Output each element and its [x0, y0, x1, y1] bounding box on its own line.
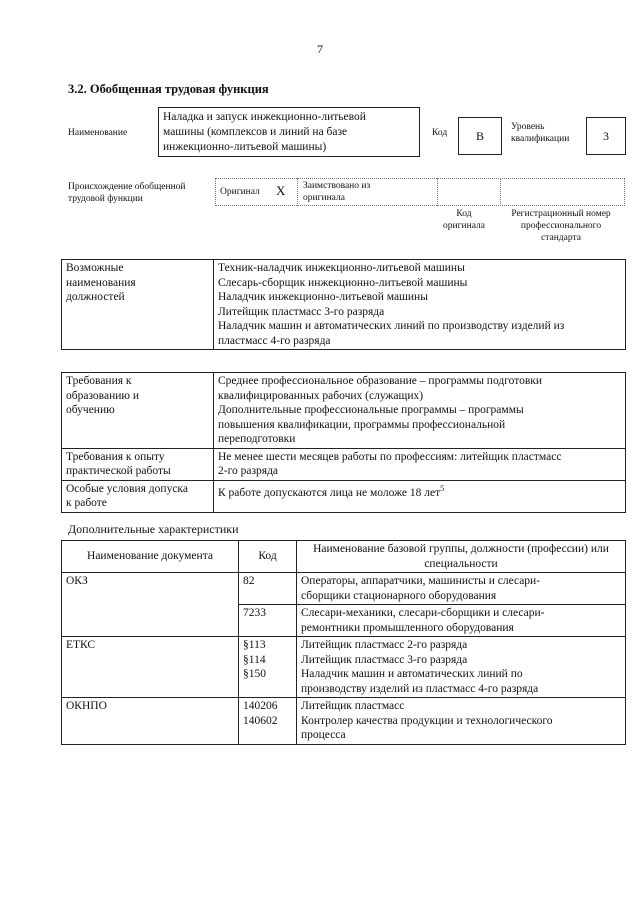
borrowed-label: [303, 180, 370, 204]
position-item: Техник-наладчик инжекционно-литьевой машины: [218, 262, 465, 274]
name-item: Операторы, аппаратчики, машинисты и слесари-: [301, 575, 541, 587]
positions-label-line: наименования: [66, 276, 136, 289]
header-code: Код: [239, 541, 297, 573]
code-cell: [239, 573, 297, 605]
origin-label: [68, 181, 186, 205]
section-title: 3.2. Обобщенная трудовая функция: [68, 82, 269, 96]
positions-row: [62, 260, 626, 350]
code-item: §114: [243, 653, 266, 666]
positions-label-line: должностей: [66, 291, 125, 303]
code-value: B: [458, 117, 502, 155]
origin-divider: [500, 178, 501, 206]
original-mark: X: [276, 183, 286, 198]
reg-number-line: стандарта: [541, 233, 581, 243]
code-cell: [239, 698, 297, 745]
requirement-label-line: к работе: [66, 497, 107, 509]
reg-number-label: [496, 208, 626, 244]
requirement-line: Дополнительные профессиональные программы – программы: [218, 404, 524, 416]
code-item: 7233: [243, 607, 266, 619]
name-value-line: Наладка и запуск инжекционно-литьевой: [163, 111, 366, 123]
code-original-line: Код: [456, 209, 472, 219]
origin-divider: [437, 178, 438, 206]
requirement-values: [214, 373, 626, 449]
doc-cell: ОКЗ: [62, 573, 239, 637]
position-item: Слесарь-сборщик инжекционно-литьевой машины: [218, 276, 468, 289]
name-item: Слесари-механики, слесари-сборщики и слесари-: [301, 607, 545, 619]
requirements-row: [62, 373, 626, 449]
code-cell: [239, 637, 297, 698]
requirement-label-line: Требования к: [66, 375, 132, 387]
level-label: [511, 121, 569, 145]
requirement-label-line: Требования к опыту: [66, 450, 165, 463]
reg-number-line: Регистрационный номер: [511, 209, 611, 219]
positions-table: [61, 259, 626, 350]
code-original-line: оригинала: [443, 221, 485, 231]
requirement-line: Среднее профессиональное образование – программы подготовки: [218, 375, 543, 387]
requirement-line: 2-го разряда: [218, 465, 279, 477]
name-item: ремонтники промышленного оборудования: [301, 621, 514, 634]
name-item: Наладчик машин и автоматических линий по: [301, 668, 523, 680]
requirement-label-line: Особые условия допуска: [66, 482, 188, 495]
additional-row: [62, 573, 626, 605]
additional-row: [62, 637, 626, 698]
names-cell: [297, 605, 626, 637]
code-item: §113: [243, 639, 266, 651]
positions-values: [214, 260, 626, 350]
requirement-values: [214, 480, 626, 512]
code-original-label: [436, 208, 492, 232]
position-item: Литейщик пластмасс 3-го разряда: [218, 305, 385, 318]
positions-label: [62, 260, 214, 350]
name-item: Литейщик пластмасс 2-го разряда: [301, 639, 468, 651]
requirement-label-line: обучению: [66, 404, 115, 416]
names-cell: [297, 637, 626, 698]
reg-number-line: профессионального: [520, 221, 602, 231]
requirement-line: переподготовки: [218, 433, 296, 445]
level-value: 3: [586, 117, 626, 155]
level-label-line: квалификации: [511, 134, 570, 144]
name-value-line: инжекционно-литьевой машины): [163, 141, 327, 153]
name-item: Литейщик пластмасс: [301, 700, 405, 712]
name-item: Контролер качества продукции и технологического: [301, 714, 553, 727]
borrowed-label-line: Заимствовано из: [303, 181, 371, 191]
names-cell: [297, 573, 626, 605]
requirements-row: [62, 448, 626, 480]
additional-title: Дополнительные характеристики: [68, 522, 239, 536]
doc-cell: ОКНПО: [62, 698, 239, 745]
position-item: Наладчик инжекционно-литьевой машины: [218, 291, 428, 303]
borrowed-label-line: оригинала: [303, 193, 345, 203]
requirement-label: [62, 448, 214, 480]
requirement-line: повышения квалификации, программы профессиональной: [218, 418, 506, 431]
level-label-line: Уровень: [511, 122, 545, 132]
code-item: 140602: [243, 714, 278, 727]
header-doc: Наименование документа: [62, 541, 239, 573]
name-item: процесса: [301, 729, 346, 741]
code-cell: [239, 605, 297, 637]
doc-cell: ЕТКС: [62, 637, 239, 698]
footnote-mark: 5: [440, 483, 445, 493]
origin-label-line: трудовой функции: [68, 194, 143, 204]
requirement-values: [214, 448, 626, 480]
requirements-table: [61, 372, 626, 513]
code-item: §150: [243, 668, 266, 680]
origin-label-line: Происхождение обобщенной: [68, 182, 186, 192]
additional-table: [61, 540, 626, 745]
positions-label-line: Возможные: [66, 262, 124, 274]
code-label: Код: [432, 128, 448, 138]
page-number: 7: [317, 42, 323, 56]
requirements-row: [62, 480, 626, 512]
name-value-line: машины (комплексов и линий на базе: [163, 126, 348, 138]
name-value: [158, 107, 420, 157]
code-item: 82: [243, 575, 255, 587]
requirement-label: [62, 373, 214, 449]
position-item: пластмасс 4-го разряда: [218, 334, 331, 347]
requirement-label-line: образованию и: [66, 389, 139, 402]
position-item: Наладчик машин и автоматических линий по производству изделий из: [218, 320, 565, 332]
additional-header-row: [62, 541, 626, 573]
header-names: Наименование базовой группы, должности (профессии) или специальности: [297, 541, 626, 573]
requirement-label-line: практической работы: [66, 465, 171, 477]
name-item: Литейщик пластмасс 3-го разряда: [301, 653, 468, 666]
requirement-label: [62, 480, 214, 512]
name-item: производству изделий из пластмасс 4-го разряда: [301, 682, 539, 695]
original-label: Оригинал: [220, 187, 260, 197]
additional-row: [62, 698, 626, 745]
name-item: сборщики стационарного оборудования: [301, 589, 497, 602]
name-label: Наименование: [68, 128, 128, 138]
requirement-line: Не менее шести месяцев работы по профессиям: литейщик пластмасс: [218, 450, 562, 463]
names-cell: [297, 698, 626, 745]
requirement-line: квалифицированных рабочих (служащих): [218, 389, 424, 402]
requirement-line: К работе допускаются лица не моложе 18 лет: [218, 486, 441, 499]
origin-divider: [297, 178, 298, 206]
code-item: 140206: [243, 700, 278, 712]
